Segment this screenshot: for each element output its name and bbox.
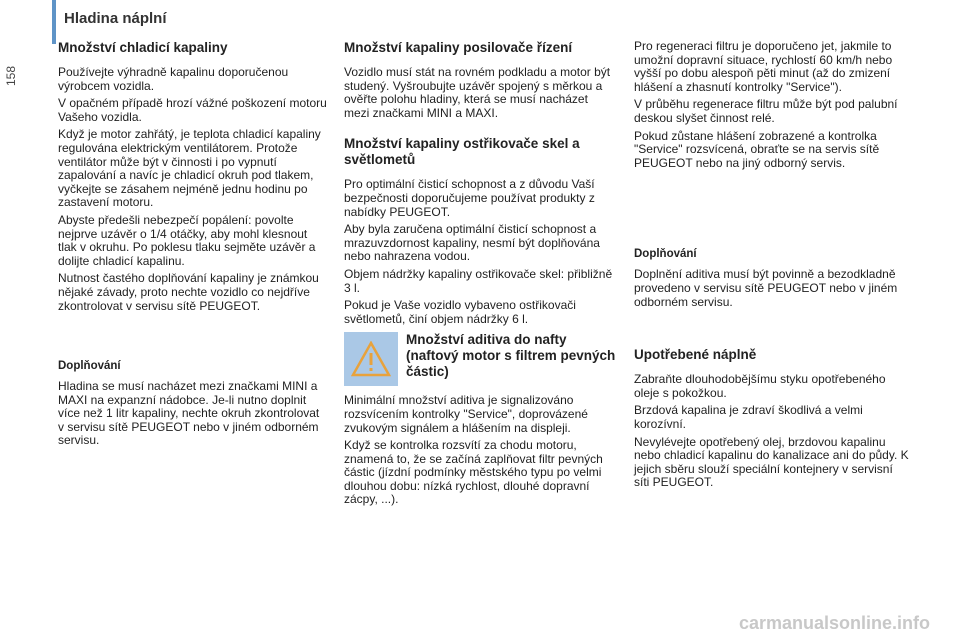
paragraph: Nevylévejte opotřebený olej, brzdovou kapalinu nebo chladicí kapalinu do kanalizace ani do půdy. K jejich sběru slouží speciální kontejnery v servisní síti PEUGEOT. <box>634 434 909 490</box>
paragraph: Minimální množství aditiva je signalizováno rozsvícením kontrolky "Service", doprovázené zvukovým signálem a hlášením na displeji. <box>344 393 588 435</box>
paragraph: Používejte výhradně kapalinu doporučenou výrobcem vozidla. <box>58 65 289 93</box>
header-accent-bar <box>52 0 56 44</box>
coolant-heading: Množství chladicí kapaliny <box>58 40 228 55</box>
washer-fluid-heading: Množství kapaliny ostřikovače skel a světlometů <box>344 136 580 168</box>
page-number: 158 <box>4 65 18 86</box>
paragraph: V průběhu regenerace filtru může být pod palubní deskou slyšet činnost relé. <box>634 97 898 125</box>
column-coolant <box>58 40 328 452</box>
paragraph: Pokud je Vaše vozidlo vybaveno ostřikovači světlometů, činí objem nádržky 6 l. <box>344 298 576 326</box>
steering-fluid-heading: Množství kapaliny posilovače řízení <box>344 40 573 55</box>
paragraph: Když je motor zahřátý, je teplota chladicí kapaliny regulována elektrickým ventilátorem. Protože ventilátor může být v činnosti i po vypnutí zapalování a navíc je chladicí okruh pod tlakem, vyčkejte se zásahem nejméně jednu hodinu po zastavení motoru. <box>58 127 321 210</box>
paragraph: Doplnění aditiva musí být povinně a bezodkladně provedeno v servisu sítě PEUGEOT nebo v jiném odborném servisu. <box>634 267 898 309</box>
paragraph: Zabraňte dlouhodobějšímu styku opotřebeného oleje s pokožkou. <box>634 372 886 400</box>
paragraph: Když se kontrolka rozsvítí za chodu motoru, znamená to, že se začíná zaplňovat filtr pevných částic (jízdní podmínky městského typu po velmi dlouhou dobu: nízká rychlost, dlouhé dopravní zácpy, ...). <box>344 438 603 507</box>
used-fluids-heading: Upotřebené náplně <box>634 347 757 363</box>
paragraph: Vozidlo musí stát na rovném podkladu a motor být studený. Vyšroubujte uzávěr spojený s měrkou a ověřte polohu hladiny, která se musí nacházet mezi značkami MINI a MAXI. <box>344 65 611 120</box>
diesel-additive-heading: Množství aditiva do nafty (naftový motor s filtrem pevných částic) <box>406 332 616 380</box>
watermark: carmanualsonline.info <box>738 613 930 633</box>
paragraph: Hladina se musí nacházet mezi značkami MINI a MAXI na expanzní nádobce. Je-li nutno doplnit více než 1 litr kapaliny, nechte okruh zkontrolovat v servisu sítě PEUGEOT nebo v jiném odborném servisu. <box>58 379 320 448</box>
paragraph: Abyste předešli nebezpečí popálení: povolte nejprve uzávěr o 1/4 otáčky, aby mohl klesnout tlak v okruhu. Po poklesu tlaku sejměte uzávěr a dolijte chladicí kapalinu. <box>58 212 316 268</box>
diesel-additive-block <box>344 332 616 386</box>
page-title: Hladina náplní <box>64 10 167 27</box>
paragraph: Pro optimální čisticí schopnost a z důvodu Vaší bezpečnosti doporučujeme používat produkty z nabídky PEUGEOT. <box>344 177 595 219</box>
column-steering-washer <box>344 40 616 511</box>
paragraph: Brzdová kapalina je zdraví škodlivá a velmi korozívní. <box>634 403 863 431</box>
paragraph: Aby byla zaručena optimální čisticí schopnost a mrazuvzdornost kapaliny, nesmí být doplňována nebo nahrazena vodou. <box>344 222 600 264</box>
paragraph: Pokud zůstane hlášení zobrazené a kontrolka "Service" rozsvícená, obraťte se na servis sítě PEUGEOT nebo na jiný odborný servis. <box>634 128 880 170</box>
coolant-refill-heading: Doplňování <box>58 360 121 373</box>
warning-icon <box>344 332 398 386</box>
column-regeneration <box>634 40 909 494</box>
paragraph: Pro regeneraci filtru je doporučeno jet, jakmile to umožní dopravní situace, rychlostí 60 km/h nebo vyšší po dobu alespoň pěti minut (až do zmizení hlášení a zhasnutí kontrolky "Service"). <box>634 39 893 94</box>
additive-refill-heading: Doplňování <box>634 248 697 261</box>
paragraph: Nutnost častého doplňování kapaliny je známkou nějaké závady, proto nechte vozidlo co nejdříve zkontrolovat v servisu sítě PEUGEOT. <box>58 271 319 313</box>
paragraph: V opačném případě hrozí vážné poškození motoru Vašeho vozidla. <box>58 96 327 124</box>
paragraph: Objem nádržky kapaliny ostřikovače skel: přibližně 3 l. <box>344 266 613 295</box>
